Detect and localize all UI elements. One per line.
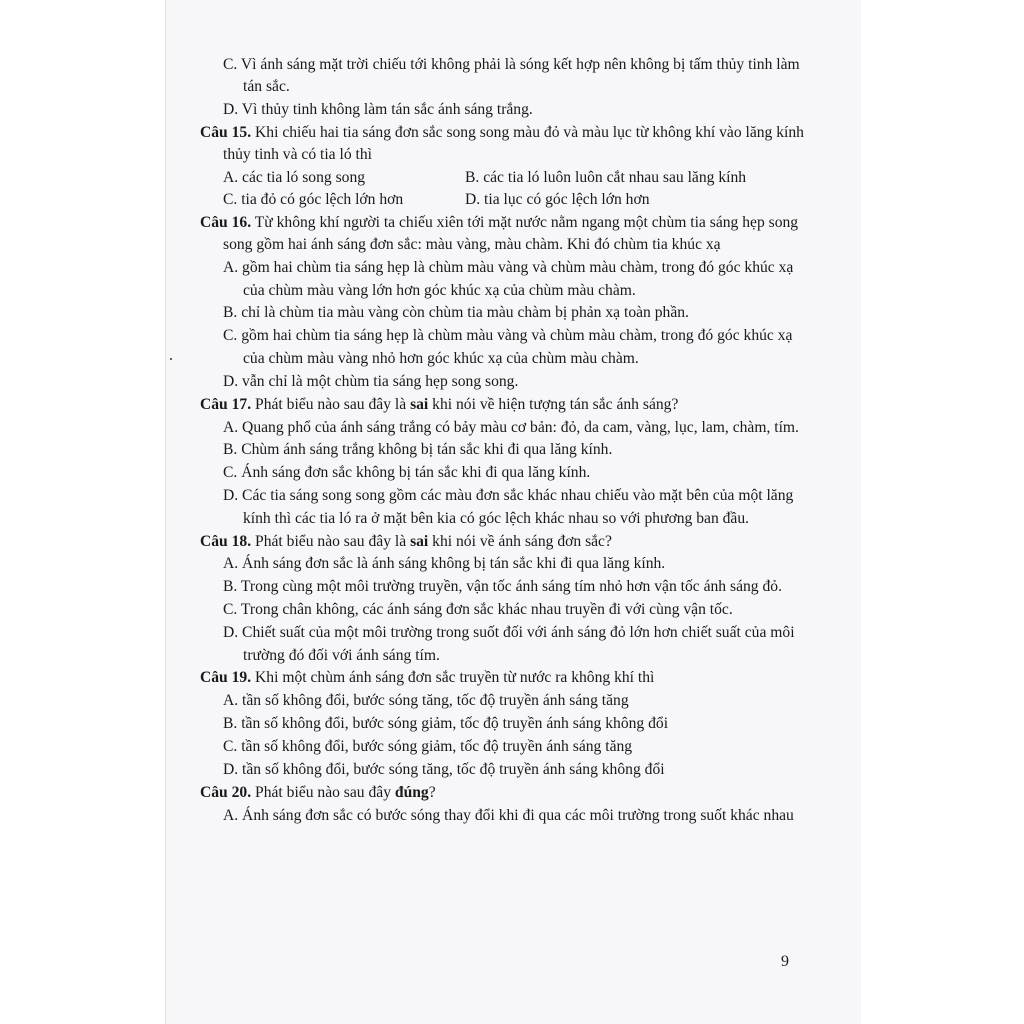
emphasis-text: sai: [410, 532, 429, 550]
q16-option-d: D. vẫn chỉ là một chùm tia sáng hẹp song song.: [223, 372, 519, 390]
q14-option-c: C. Vì ánh sáng mặt trời chiếu tới không phải là sóng kết hợp nên không bị tấm thủy tinh làm tán sắc.: [223, 55, 800, 95]
q17-option-a: A. Quang phổ của ánh sáng trắng có bảy màu cơ bản: đỏ, da cam, vàng, lục, lam, chàm, tím.: [223, 418, 799, 436]
q19-option-a: A. tần số không đổi, bước sóng tăng, tốc độ truyền ánh sáng tăng: [223, 692, 629, 710]
question-text: Phát biểu nào sau đây là: [251, 395, 411, 413]
q17-option-d: D. Các tia sáng song song gồm các màu đơn sắc khác nhau chiếu vào mặt bên của một lăng kính thì các tia ló ra ở mặt bên kia có góc lệch khác nhau so với phương ban đầu.: [223, 487, 794, 527]
question-number: Câu 20.: [200, 784, 252, 801]
question-text: ?: [428, 784, 436, 801]
question-number: Câu 18.: [200, 532, 252, 550]
q19-option-d: D. tần số không đổi, bước sóng tăng, tốc độ truyền ánh sáng không đổi: [223, 761, 665, 779]
background-right: [861, 0, 1024, 1024]
question-18: [200, 531, 805, 553]
question-20: [200, 782, 805, 804]
q17-option-b: B. Chùm ánh sáng trắng không bị tán sắc khi đi qua lăng kính.: [223, 441, 613, 459]
question-text: khi nói về hiện tượng tán sắc ánh sáng?: [428, 395, 679, 413]
question-text: Phát biểu nào sau đây là: [251, 532, 411, 550]
question-16: [200, 212, 805, 257]
q15-option-d: D. tia lục có góc lệch lớn hơn: [465, 190, 650, 208]
background-left: [0, 0, 165, 1024]
question-number: Câu 17.: [200, 395, 252, 413]
speck-mark: [170, 358, 172, 360]
page-content: [200, 53, 805, 827]
page-number: 9: [781, 953, 789, 970]
emphasis-text: sai: [410, 395, 429, 413]
question-19: [200, 667, 805, 689]
q16-option-c: C. gồm hai chùm tia sáng hẹp là chùm màu vàng và chùm màu chàm, trong đó góc khúc xạ của chùm màu vàng nhỏ hơn góc khúc xạ của chùm màu chàm.: [223, 327, 793, 367]
question-15: [200, 122, 805, 167]
q15-option-a: A. các tia ló song song: [223, 168, 366, 186]
q20-option-a: A. Ánh sáng đơn sắc có bước sóng thay đổi khi đi qua các môi trường trong suốt khác nhau: [223, 806, 794, 824]
q17-option-c: C. Ánh sáng đơn sắc không bị tán sắc khi đi qua lăng kính.: [223, 464, 591, 482]
question-number: Câu 15.: [200, 123, 252, 141]
q18-option-c: C. Trong chân không, các ánh sáng đơn sắc khác nhau truyền đi với cùng vận tốc.: [223, 601, 733, 619]
question-17: [200, 394, 805, 416]
emphasis-text: đúng: [394, 784, 429, 801]
q15-option-b: B. các tia ló luôn luôn cắt nhau sau lăng kính: [465, 168, 747, 186]
question-text: Khi chiếu hai tia sáng đơn sắc song song màu đỏ và màu lục từ không khí vào lăng kính thủy tinh và có tia ló thì: [223, 123, 804, 164]
question-text: khi nói về ánh sáng đơn sắc?: [428, 532, 612, 550]
question-number: Câu 16.: [200, 213, 252, 231]
question-text: Phát biểu nào sau đây: [251, 784, 395, 801]
q14-option-d: D. Vì thủy tinh không làm tán sắc ánh sáng trắng.: [223, 100, 533, 118]
q15-option-c: C. tia đỏ có góc lệch lớn hơn: [223, 190, 404, 208]
q19-option-b: B. tần số không đổi, bước sóng giảm, tốc độ truyền ánh sáng không đổi: [223, 715, 669, 733]
q19-option-c: C. tần số không đổi, bước sóng giảm, tốc độ truyền ánh sáng tăng: [223, 738, 633, 756]
q15-options-row-2: [200, 189, 805, 211]
question-text: Khi một chùm ánh sáng đơn sắc truyền từ nước ra không khí thì: [251, 669, 655, 687]
q16-option-a: A. gồm hai chùm tia sáng hẹp là chùm màu vàng và chùm màu chàm, trong đó góc khúc xạ của chùm màu vàng lớn hơn góc khúc xạ của chùm màu chàm.: [223, 259, 794, 299]
q16-option-b: B. chỉ là chùm tia màu vàng còn chùm tia màu chàm bị phản xạ toàn phần.: [223, 304, 689, 322]
question-number: Câu 19.: [200, 669, 252, 687]
q15-options-row-1: [200, 167, 805, 189]
question-text: Từ không khí người ta chiếu xiên tới mặt nước nằm ngang một chùm tia sáng hẹp song song gồm hai ánh sáng đơn sắc: màu vàng, màu chàm. Khi đó chùm tia khúc xạ: [223, 213, 799, 254]
q18-option-a: A. Ánh sáng đơn sắc là ánh sáng không bị tán sắc khi đi qua lăng kính.: [223, 555, 666, 573]
q18-option-d: D. Chiết suất của một môi trường trong suốt đối với ánh sáng đỏ lớn hơn chiết suất của môi trường đó đối với ánh sáng tím.: [223, 624, 795, 664]
q18-option-b: B. Trong cùng một môi trường truyền, vận tốc ánh sáng tím nhỏ hơn vận tốc ánh sáng đỏ.: [223, 578, 782, 596]
